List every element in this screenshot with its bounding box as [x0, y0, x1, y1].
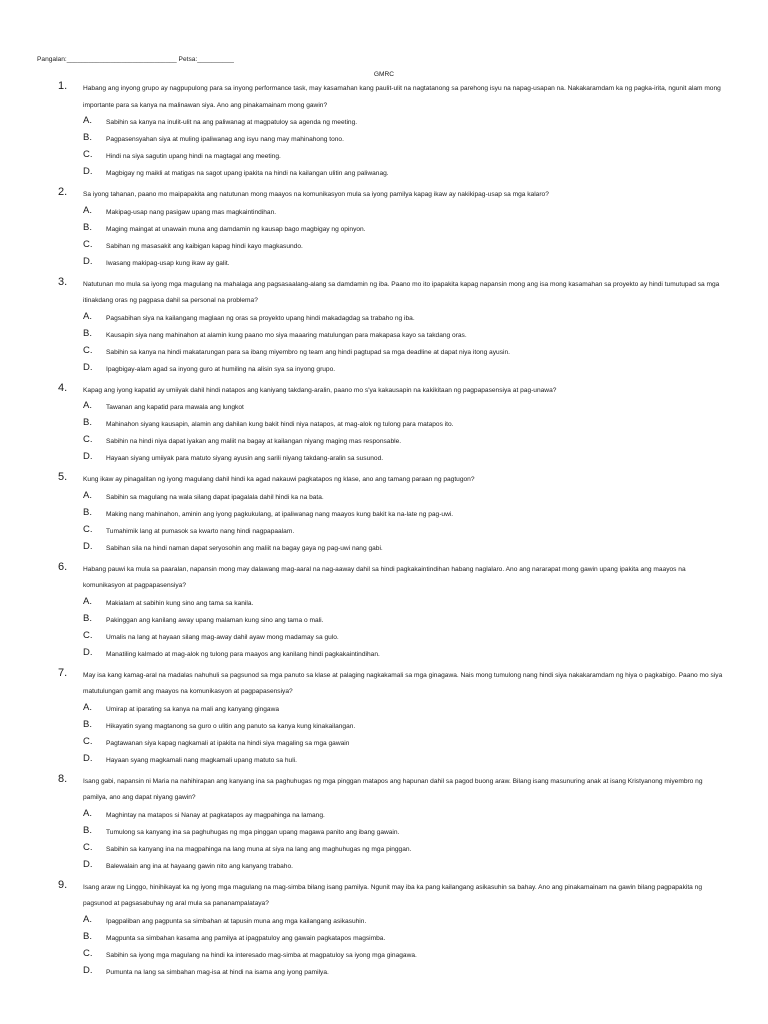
option-letter: C. [83, 841, 93, 853]
option-item [0, 842, 768, 859]
question-text: Habang ang inyong grupo ay nagpupulong para sa inyong performance task, may kasamahan kang paulit-ulit na nagtatanong sa parehong isyu na napag-usapan na. Nakakaramdam ka ng pagka-irita, ngunit alam mong importante para sa kanya na malinawan siya. Ano ang pinakamainam mong gawin? [83, 85, 721, 109]
option-list [0, 914, 768, 982]
question-text: Kapag ang iyong kapatid ay umiiyak dahil hindi natapos ang kaniyang takdang-aralin, paano mo s'ya kakausapin na kakikitaan ng pagpapasensiya at pag-unawa? [83, 386, 557, 394]
option-item [0, 719, 768, 736]
option-letter: A. [83, 489, 92, 501]
option-letter: C. [83, 735, 93, 747]
question-number: 3. [58, 275, 68, 288]
option-item [0, 914, 768, 931]
option-text: Umalis na lang at hayaan silang mag-away dahil ayaw mong madamay sa gulo. [106, 633, 339, 641]
option-letter: D. [83, 964, 93, 976]
option-item [0, 613, 768, 630]
option-list [0, 115, 768, 183]
option-text: Manatiling kalmado at mag-alok ng tulong para maayos ang kanilang hindi pagkakaintindihan. [106, 650, 380, 658]
option-letter: A. [83, 913, 92, 925]
option-list [0, 808, 768, 876]
option-text: Sabihin sa kanya na hindi makatarungan para sa ibang miyembro ng team ang hindi pagtupad sa mga deadline at dapat niya itong ayusin. [106, 348, 510, 356]
question-text: Isang araw ng Linggo, hinihikayat ka ng iyong mga magulang na mag-simba bilang isang pamilya. Ngunit may iba ka pang kailangang asikasuhin sa bahay. Ano ang pinakamainam na gawin bilang pagpapakita ng pagsunod at pagsasabuhay ng aral mula sa pananampalataya? [83, 883, 702, 907]
option-list [0, 490, 768, 558]
option-letter: A. [83, 400, 92, 411]
option-text: Ipagpaliban ang pagpunta sa simbahan at tapusin muna ang mga kailangang asikasuhin. [106, 917, 367, 925]
option-text: Making nang mahinahon, aminin ang iyong pagkukulang, at ipaliwanag nang maayos kung bakit ka na-late ng pag-uwi. [106, 510, 454, 518]
option-text: Pagtawanan siya kapag nagkamali at ipakita na hindi siya magaling sa mga gawain [106, 739, 350, 747]
option-letter: B. [83, 718, 92, 730]
option-text: Sabihin na hindi niya dapat iyakan ang maliit na bagay at kailangan niyang maging mas responsable. [106, 438, 402, 445]
question-item [0, 277, 768, 379]
option-letter: B. [83, 824, 92, 836]
option-text: Sabihan sila na hindi naman dapat seryosohin ang maliit na bagay gaya ng pag-uwi nang gabi. [106, 544, 383, 552]
option-item [0, 149, 768, 166]
option-item [0, 345, 768, 362]
question-text: Isang gabi, napansin ni Maria na nahihirapan ang kanyang ina sa paghuhugas ng mga pinggan matapos ang hapunan dahil sa pagod buong araw. Bilang isang masunuring anak at isang Kristyanong miyembro ng pamilya, ano ang dapat niyang gawin? [83, 777, 703, 801]
option-item [0, 859, 768, 876]
question-text: Sa iyong tahanan, paano mo maipapakita ang natutunan mong maayos na komunikasyon mula sa iyong pamilya kapag ikaw ay nakikipag-usap sa mga kalaro? [83, 191, 549, 198]
option-letter: B. [83, 417, 92, 428]
question-list [0, 81, 768, 986]
option-item [0, 596, 768, 613]
option-text: Tawanan ang kapatid para mawala ang lungkot [106, 404, 244, 411]
option-item [0, 400, 768, 417]
option-item [0, 417, 768, 434]
option-item [0, 451, 768, 468]
option-item [0, 702, 768, 719]
option-item [0, 490, 768, 507]
option-letter: B. [83, 506, 92, 518]
option-letter: A. [83, 310, 92, 322]
option-letter: A. [83, 807, 92, 819]
option-text: Umirap at iparating sa kanya na mali ang kanyang gingawa [106, 705, 280, 713]
option-item [0, 434, 768, 451]
option-item [0, 328, 768, 345]
option-text: Maghintay na matapos si Nanay at pagkatapos ay magpahinga na lamang. [106, 811, 325, 819]
option-letter: B. [83, 930, 92, 942]
question-number: 2. [58, 186, 68, 198]
option-item [0, 753, 768, 770]
question-item [0, 383, 768, 469]
option-text: Sabihan ng masasakit ang kaibigan kapag hindi kayo magkasundo. [106, 242, 303, 250]
option-letter: A. [83, 595, 92, 607]
option-letter: C. [83, 523, 93, 535]
option-letter: C. [83, 629, 93, 641]
option-item [0, 115, 768, 132]
question-item [0, 774, 768, 876]
option-text: Hayaan syang magkamali nang magkamali upang matuto sa huli. [106, 756, 297, 764]
option-letter: A. [83, 204, 92, 216]
option-text: Hayaan siyang umiiyak para matuto siyang ayusin ang sarili niyang takdang-aralin sa susunod. [106, 455, 384, 462]
option-text: Sabihin sa kanyang ina na magpahinga na lang muna at siya na lang ang maghuhugas ng mga pinggan. [106, 845, 412, 853]
question-item [0, 562, 768, 664]
option-list [0, 205, 768, 273]
option-letter: D. [83, 752, 93, 764]
question-number: 4. [58, 381, 68, 394]
option-letter: B. [83, 221, 92, 233]
name-date-line: Pangalan:______________________________ Petsa:__________ [37, 56, 234, 63]
option-text: Hikayatin syang magtanong sa guro o ulitin ang panuto sa kanya kung kinakailangan. [106, 722, 356, 730]
option-text: Pumunta na lang sa simbahan mag-isa at hindi na isama ang iyong pamilya. [106, 968, 329, 976]
option-letter: B. [83, 612, 92, 624]
option-letter: D. [83, 451, 93, 462]
question-number: 7. [58, 666, 68, 679]
question-text: Natutunan mo mula sa iyong mga magulang na mahalaga ang pagsasaalang-alang sa damdamin ng iba. Paano mo ito ipapakita kapag napansin mong ang isa mong kasamahan sa proyekto ay hindi tumutupad sa mga itinakdang oras ng pagpasa dahil sa personal na problema? [83, 280, 720, 304]
page-title: GMRC [373, 71, 395, 78]
question-text: Habang pauwi ka mula sa paaralan, napansin mong may dalawang mag-aaral na nag-aaway dahil sa hindi pagkakaintindihan habang naglalaro. Ano ang nararapat mong gawin upang ipakita ang maayos na komunikasyon at pagpapasensiya? [83, 565, 686, 589]
option-item [0, 362, 768, 379]
option-text: Makipag-usap nang pasigaw upang mas magkaintindihan. [106, 208, 277, 216]
option-text: Sabihin sa magulang na wala silang dapat ipagalala dahil hindi ka na bata. [106, 493, 324, 501]
option-letter: C. [83, 149, 93, 160]
option-text: Balewalain ang ina at hayaang gawin nito ang kanyang trabaho. [106, 862, 293, 870]
option-item [0, 647, 768, 664]
option-item [0, 205, 768, 222]
option-text: Kausapin siya nang mahinahon at alamin kung paano mo siya maaaring matulungan para makapasa kayo sa takdang oras. [106, 331, 467, 339]
option-letter: C. [83, 344, 93, 356]
option-text: Sabihin sa kanya na inulit-ulit na ang paliwanag at magpatuloy sa agenda ng meeting. [106, 119, 358, 126]
option-letter: D. [83, 166, 93, 177]
option-letter: D. [83, 255, 93, 267]
option-list [0, 400, 768, 468]
option-letter: A. [83, 701, 92, 713]
question-text: Kung ikaw ay pinagalitan ng iyong magulang dahil hindi ka agad nakauwi pagkatapos ng klase, ano ang tamang paraan ng pagtugon? [83, 476, 475, 483]
option-text: Magbigay ng maikli at matigas na sagot upang ipakita na hindi na kailangan ulitin ang paliwanag. [106, 170, 389, 177]
question-number: 8. [58, 772, 68, 785]
option-letter: D. [83, 646, 93, 658]
option-text: Mahinahon siyang kausapin, alamin ang dahilan kung bakit hindi niya natapos, at mag-alok ng tulong para matapos ito. [106, 421, 454, 428]
option-text: Hindi na siya sagutin upang hindi na magtagal ang meeting. [106, 153, 281, 160]
option-item [0, 825, 768, 842]
option-item [0, 256, 768, 273]
question-number: 1. [58, 80, 68, 92]
option-text: Iwasang makipag-usap kung ikaw ay galit. [106, 259, 230, 267]
option-item [0, 132, 768, 149]
option-item [0, 311, 768, 328]
option-letter: B. [83, 327, 92, 339]
option-letter: C. [83, 434, 93, 445]
option-item [0, 166, 768, 183]
question-item [0, 668, 768, 770]
option-text: Tumahimik lang at pumasok sa kwarto nang hindi nagpapaalam. [106, 527, 295, 535]
option-item [0, 239, 768, 256]
option-letter: D. [83, 540, 93, 552]
option-text: Sabihin sa iyong mga magulang na hindi ka interesado mag-simba at magpatuloy sa iyong mga ginagawa. [106, 951, 417, 959]
option-text: Tumulong sa kanyang ina sa paghuhugas ng mga pinggan upang magawa panito ang ibang gawain. [106, 828, 400, 836]
option-list [0, 702, 768, 770]
option-text: Maging maingat at unawain muna ang damdamin ng kausap bago magbigay ng opinyon. [106, 225, 366, 233]
option-item [0, 541, 768, 558]
option-item [0, 931, 768, 948]
option-letter: D. [83, 361, 93, 373]
option-item [0, 507, 768, 524]
option-item [0, 965, 768, 982]
question-number: 6. [58, 560, 68, 573]
option-text: Pakinggan ang kanilang away upang malaman kung sino ang tama o mali. [106, 616, 324, 624]
question-item [0, 81, 768, 183]
option-text: Magpunta sa simbahan kasama ang pamilya at ipagpatuloy ang gawain pagkatapos magsimba. [106, 934, 386, 942]
question-item [0, 187, 768, 273]
option-item [0, 524, 768, 541]
question-text: May isa kang kamag-aral na madalas nahuhuli sa pagsunod sa mga panuto sa klase at palaging nagkakamali sa mga ginagawa. Nais mong tumulong nang hindi siya nakakaramdam ng hiya o pagkabigo. Paano mo siya matutulungan gamit ang maayos na komunikasyon at pagpapasensiya? [83, 671, 723, 695]
question-number: 9. [58, 878, 68, 891]
option-text: Makialam at sabihin kung sino ang tama sa kanila. [106, 599, 254, 607]
option-letter: A. [83, 115, 92, 126]
question-number: 5. [58, 471, 68, 483]
option-item [0, 808, 768, 825]
option-text: Ipagbigay-alam agad sa inyong guro at humiling na alisin sya sa inyong grupo. [106, 365, 336, 373]
option-letter: B. [83, 132, 92, 143]
option-item [0, 222, 768, 239]
option-text: Pagpasensyahan siya at muling ipaliwanag ang isyu nang may mahinahong tono. [106, 136, 344, 143]
option-item [0, 736, 768, 753]
question-item [0, 472, 768, 558]
option-letter: D. [83, 858, 93, 870]
option-list [0, 596, 768, 664]
option-item [0, 630, 768, 647]
option-letter: C. [83, 947, 93, 959]
question-item [0, 880, 768, 982]
option-letter: C. [83, 238, 93, 250]
option-list [0, 311, 768, 379]
option-item [0, 948, 768, 965]
option-text: Pagsabihan siya na kailangang maglaan ng oras sa proyekto upang hindi makadagdag sa trabaho ng iba. [106, 314, 415, 322]
